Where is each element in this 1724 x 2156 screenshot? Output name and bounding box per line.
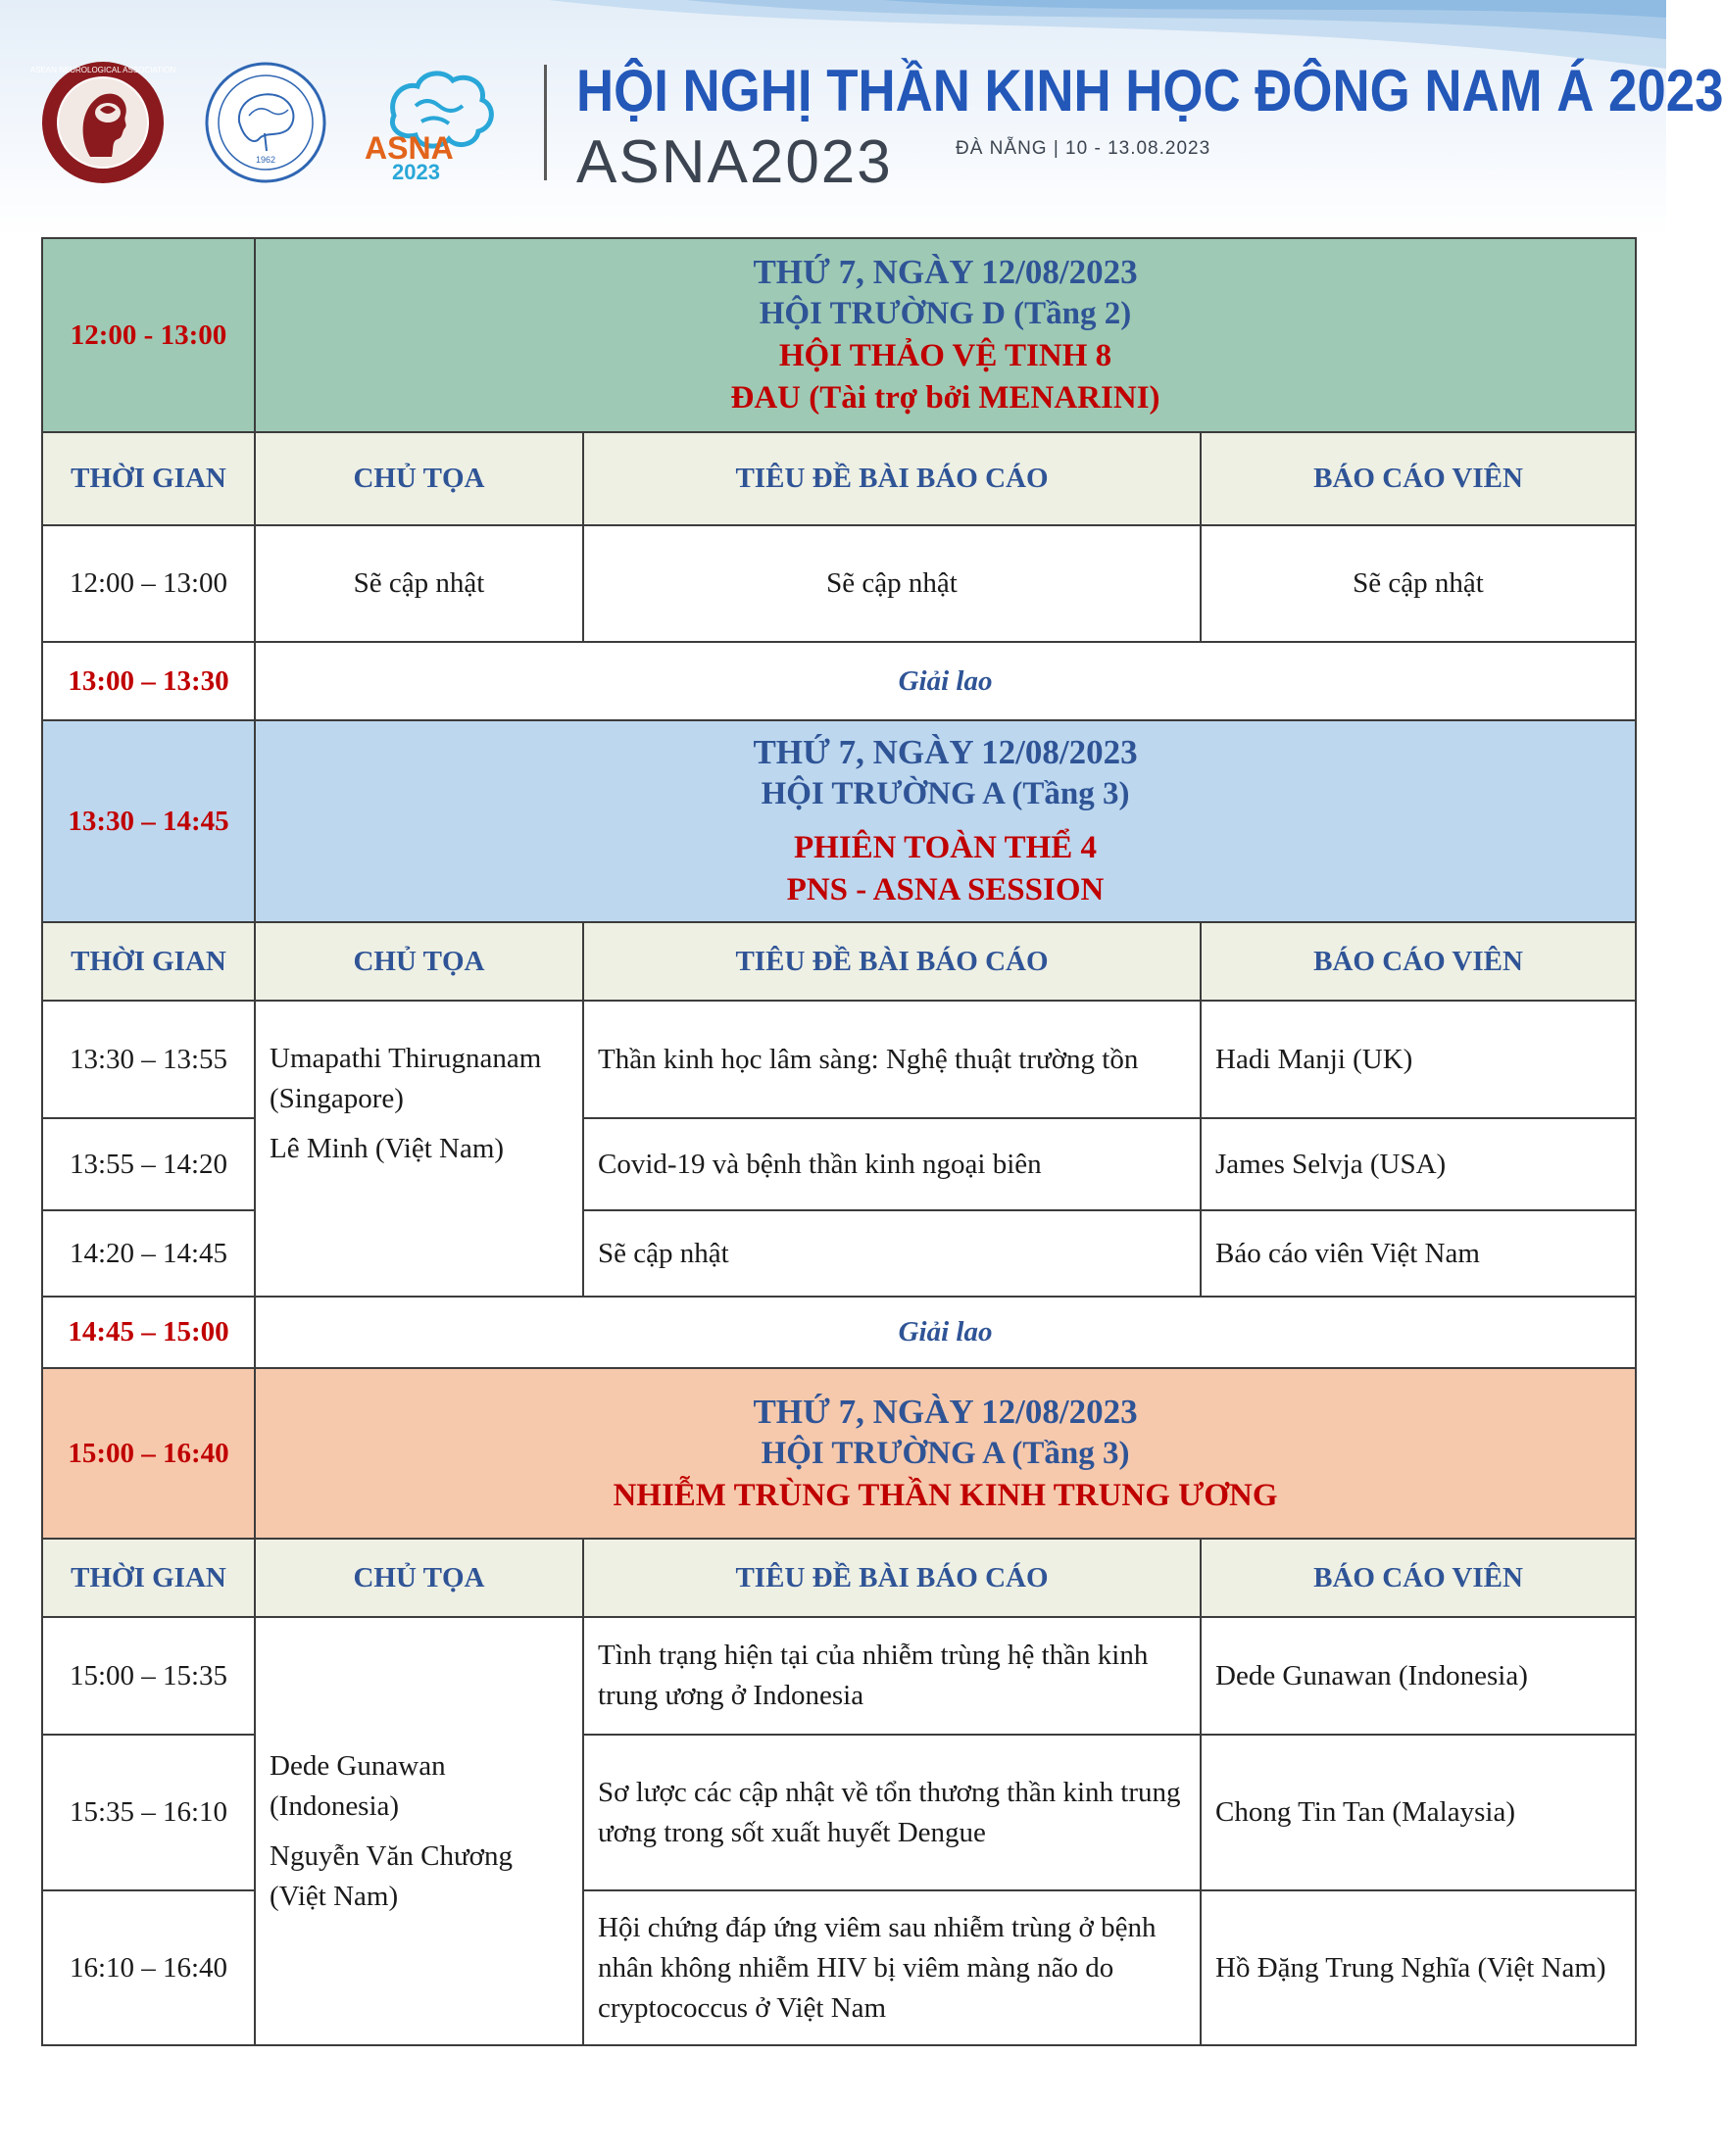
session-header-row: [42, 1368, 1636, 1539]
row-time: 15:35 – 16:10: [42, 1735, 255, 1890]
break-time: 14:45 – 15:00: [42, 1297, 255, 1368]
session-day: THỨ 7, NGÀY 12/08/2023: [753, 1392, 1138, 1431]
row-speaker: Hadi Manji (UK): [1201, 1001, 1636, 1118]
row-speaker: Báo cáo viên Việt Nam: [1201, 1210, 1636, 1297]
conference-place-date: ĐÀ NẴNG | 10 - 13.08.2023: [956, 138, 1211, 159]
conference-subtitle: ASNA2023: [576, 128, 893, 196]
vietnam-neurology-association-logo: [204, 61, 327, 184]
chair-name: Dede Gunawan (Indonesia): [270, 1749, 446, 1822]
session-topic: ĐAU (Tài trợ bởi MENARINI): [730, 380, 1160, 416]
session-time: 12:00 - 13:00: [42, 238, 255, 432]
column-header-chair: CHỦ TỌA: [255, 1539, 583, 1617]
session-topic: PNS - ASNA SESSION: [786, 872, 1105, 907]
row-speaker: Hồ Đặng Trung Nghĩa (Việt Nam): [1201, 1890, 1636, 2045]
row-title: Thần kinh học lâm sàng: Nghệ thuật trường tồn: [583, 1001, 1201, 1118]
chair-name: Lê Minh (Việt Nam): [270, 1133, 505, 1164]
row-title: Sơ lược các cập nhật về tổn thương thần kinh trung ương trong sốt xuất huyết Dengue: [583, 1735, 1201, 1890]
column-header-time: THỜI GIAN: [42, 1539, 255, 1617]
row-title: Covid-19 và bệnh thần kinh ngoại biên: [583, 1118, 1201, 1210]
row-time: 12:00 – 13:00: [42, 525, 255, 642]
row-time: 13:30 – 13:55: [42, 1001, 255, 1118]
session-name: PHIÊN TOÀN THỂ 4: [794, 830, 1098, 865]
break-row: [42, 642, 1636, 720]
row-time: 14:20 – 14:45: [42, 1210, 255, 1297]
column-header-title: TIÊU ĐỀ BÀI BÁO CÁO: [583, 1539, 1201, 1617]
session-header-row: [42, 720, 1636, 922]
row-speaker: James Selvja (USA): [1201, 1118, 1636, 1210]
break-time: 13:00 – 13:30: [42, 642, 255, 720]
column-header-speaker: BÁO CÁO VIÊN: [1201, 922, 1636, 1001]
column-header-row: [42, 922, 1636, 1001]
table-row: [42, 1617, 1636, 1735]
asean-neurological-association-logo: [29, 59, 176, 186]
row-title: Sẽ cập nhật: [583, 525, 1201, 642]
column-header-row: [42, 432, 1636, 525]
row-chairs: [255, 1617, 583, 2045]
session-time: 13:30 – 14:45: [42, 720, 255, 922]
break-row: [42, 1297, 1636, 1368]
table-row: [42, 525, 1636, 642]
asna-logo-year: 2023: [392, 160, 440, 184]
chair-name: Umapathi Thirugnanam (Singapore): [270, 1043, 542, 1114]
column-header-time: THỜI GIAN: [42, 432, 255, 525]
session-day: THỨ 7, NGÀY 12/08/2023: [753, 253, 1138, 291]
row-title: Sẽ cập nhật: [583, 1210, 1201, 1297]
row-speaker: Sẽ cập nhật: [1201, 525, 1636, 642]
row-speaker: Chong Tin Tan (Malaysia): [1201, 1735, 1636, 1890]
svg-text:1962: 1962: [255, 155, 276, 165]
column-header-speaker: BÁO CÁO VIÊN: [1201, 432, 1636, 525]
chair-name: Nguyễn Văn Chương (Việt Nam): [270, 1839, 514, 1912]
session-info: [255, 1368, 1636, 1539]
conference-title: HỘI NGHỊ THẦN KINH HỌC ĐÔNG NAM Á 2023: [576, 58, 1724, 123]
row-speaker: Dede Gunawan (Indonesia): [1201, 1617, 1636, 1735]
column-header-chair: CHỦ TỌA: [255, 432, 583, 525]
header-divider: [544, 65, 547, 180]
session-name: HỘI THẢO VỆ TINH 8: [778, 338, 1112, 373]
session-info: [255, 720, 1636, 922]
row-chairs: [255, 1001, 583, 1297]
row-time: 13:55 – 14:20: [42, 1118, 255, 1210]
break-label: Giải lao: [255, 642, 1636, 720]
column-header-speaker: BÁO CÁO VIÊN: [1201, 1539, 1636, 1617]
schedule-table: [41, 237, 1637, 2046]
page-header: [0, 0, 1724, 237]
svg-text:ASNA: ASNA: [365, 130, 454, 166]
row-chair: Sẽ cập nhật: [255, 525, 583, 642]
session-hall: HỘI TRƯỜNG D (Tầng 2): [759, 296, 1132, 331]
column-header-title: TIÊU ĐỀ BÀI BÁO CÁO: [583, 432, 1201, 525]
row-time: 15:00 – 15:35: [42, 1617, 255, 1735]
column-header-title: TIÊU ĐỀ BÀI BÁO CÁO: [583, 922, 1201, 1001]
session-info: [255, 238, 1636, 432]
column-header-chair: CHỦ TỌA: [255, 922, 583, 1001]
row-title: Tình trạng hiện tại của nhiễm trùng hệ thần kinh trung ương ở Indonesia: [583, 1617, 1201, 1735]
row-time: 16:10 – 16:40: [42, 1890, 255, 2045]
session-hall: HỘI TRƯỜNG A (Tầng 3): [761, 1435, 1130, 1471]
column-header-row: [42, 1539, 1636, 1617]
session-name: NHIỄM TRÙNG THẦN KINH TRUNG ƯƠNG: [613, 1477, 1278, 1513]
break-label: Giải lao: [255, 1297, 1636, 1368]
column-header-time: THỜI GIAN: [42, 922, 255, 1001]
session-day: THỨ 7, NGÀY 12/08/2023: [753, 733, 1138, 771]
table-row: [42, 1001, 1636, 1118]
session-hall: HỘI TRƯỜNG A (Tầng 3): [761, 776, 1130, 811]
session-time: 15:00 – 16:40: [42, 1368, 255, 1539]
svg-text:ASEAN NEUROLOGICAL ASSOCIATION: ASEAN NEUROLOGICAL ASSOCIATION: [29, 66, 176, 74]
session-header-row: [42, 238, 1636, 432]
row-title: Hội chứng đáp ứng viêm sau nhiễm trùng ở bệnh nhân không nhiễm HIV bị viêm màng não do cryptococcus ở Việt Nam: [583, 1890, 1201, 2045]
